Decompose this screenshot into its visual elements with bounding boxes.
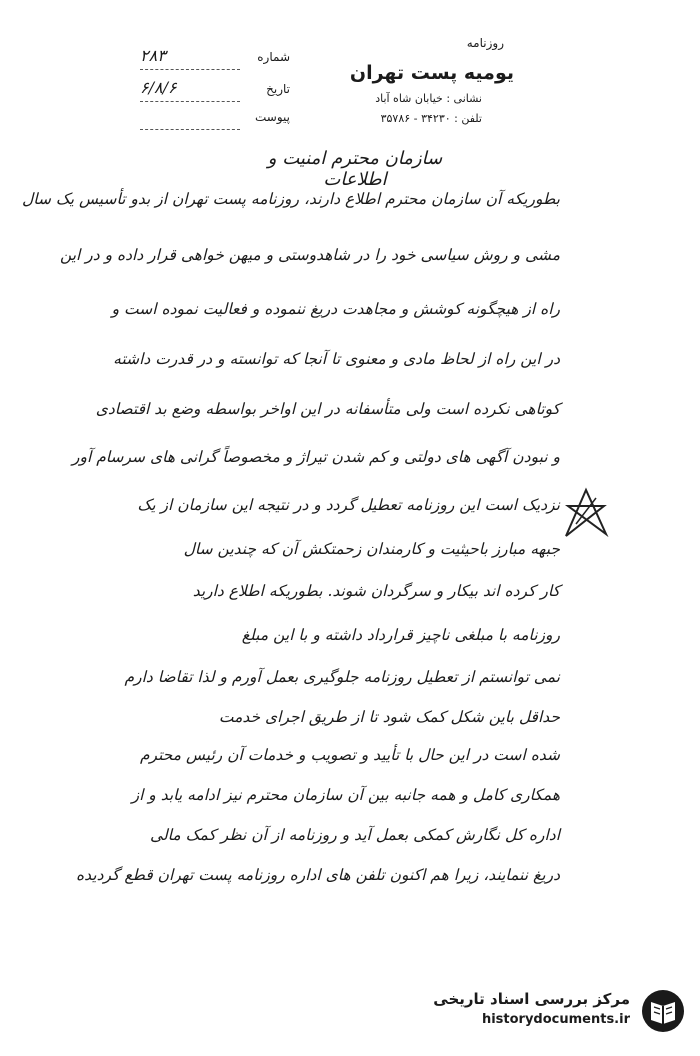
letter-line: بطوریکه آن سازمان محترم اطلاع دارند، روزنامه پست تهران از بدو تأسیس یک سال — [22, 190, 560, 208]
letter-line: در این راه از لحاظ مادی و معنوی تا آنجا که توانسته و در قدرت داشته — [113, 350, 560, 368]
date-label: تاریخ — [266, 82, 290, 96]
number-value: ۲۸۳ — [140, 46, 166, 65]
date-underline — [140, 101, 240, 102]
letter-line: نمی توانستم از تعطیل روزنامه جلوگیری بعمل آورم و لذا تقاضا دارم — [124, 668, 560, 686]
watermark — [396, 988, 686, 1034]
letter-line: اداره کل نگارش کمکی بعمل آید و روزنامه از آن نظر کمک مالی — [150, 826, 560, 844]
letter-line: همکاری کامل و همه جانبه بین آن سازمان محترم نیز ادامه یابد و از — [131, 786, 560, 804]
attachment-label: پیوست — [255, 110, 290, 124]
number-underline — [140, 69, 240, 70]
letter-line: روزنامه با مبلغی ناچیز قرارداد داشته و با این مبلغ — [241, 626, 560, 644]
letter-date-row — [140, 78, 290, 104]
letter-line: حداقل باین شکل کمک شود تا از طریق اجرای خدمت — [218, 708, 560, 726]
margin-note — [594, 520, 700, 902]
letter-line: و نبودن آگهی های دولتی و کم شدن تیراژ و مخصوصاً گرانی های سرسام آور — [71, 448, 560, 466]
letter-line: راه از هیچگونه کوشش و مجاهدت دریغ ننموده و فعالیت نموده است و — [111, 300, 560, 318]
letter-attachment-row — [140, 110, 290, 132]
watermark-title: مرکز بررسی اسناد تاریخی — [433, 990, 630, 1008]
letter-line: کوتاهی نکرده است ولی متأسفانه در این اواخر بواسطه وضع بد اقتصادی — [95, 400, 560, 418]
letter-line: مشی و روش سیاسی خود را در شاهدوستی و میهن خواهی قرار داده و در این — [59, 246, 560, 264]
letter-line: جبهه مبارز باحیثیت و کارمندان زحمتکش آن که چندین سال — [183, 540, 560, 558]
margin-note-area — [560, 480, 700, 860]
date-value: ۶/۸/۶ — [140, 78, 177, 97]
number-label: شماره — [257, 50, 290, 64]
letter-number-row — [140, 46, 290, 72]
letterhead-type-label: روزنامه — [466, 36, 504, 50]
letterhead-address: نشانی : خیابان شاه آباد — [375, 92, 482, 105]
letter-line: کار کرده اند بیکار و سرگردان شوند. بطوریکه اطلاع دارید — [192, 582, 560, 600]
letter-line: شده است در این حال با تأیید و تصویب و خدمات آن رئیس محترم — [139, 746, 560, 764]
letter-line: نزدیک است این روزنامه تعطیل گردد و در نتیجه این سازمان از یک — [137, 496, 560, 514]
letterhead-phone: تلفن : ۳۴۲۳۰ - ۳۵۷۸۶ — [380, 112, 482, 125]
attachment-underline — [140, 129, 240, 130]
letter-line: دریغ ننمایند، زیرا هم اکنون تلفن های اداره روزنامه پست تهران قطع گردیده — [76, 866, 560, 884]
watermark-url: historydocuments.ir — [481, 1012, 630, 1027]
letter-salutation: سازمان محترم امنیت و اطلاعات — [267, 148, 443, 190]
letterhead-paper-name: یومیه پست تهران — [349, 62, 514, 84]
book-icon — [640, 988, 686, 1034]
